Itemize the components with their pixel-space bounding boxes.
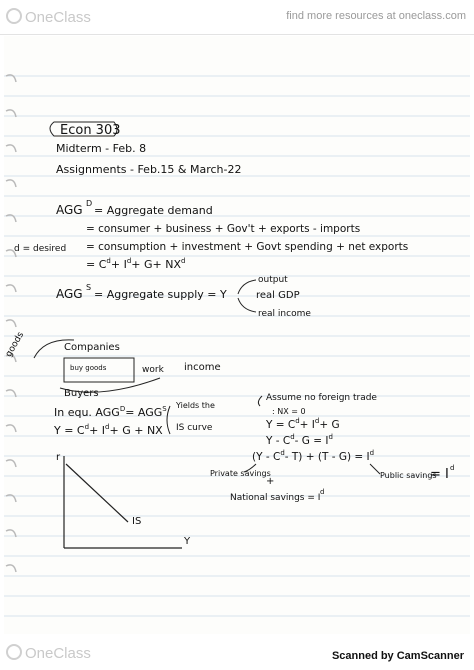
scanned-by-label: Scanned by CamScanner [331, 650, 464, 662]
in-equ-sup-s: S [162, 405, 167, 413]
national-savings-sup: d [320, 488, 325, 496]
buy-goods-label: buy goods [70, 364, 107, 372]
agg-d-sup: D [86, 199, 93, 208]
line4-i: + I [110, 258, 127, 271]
is-curve-line [66, 464, 128, 522]
eq-sup-d-1: d [84, 423, 90, 431]
eq-c-y: (Y - C [252, 451, 281, 463]
eq-b-line [265, 433, 333, 447]
public-savings-label: Public savings [380, 471, 437, 480]
real-income-label: real income [258, 309, 311, 319]
assume-note: Assume no foreign trade [266, 393, 377, 403]
notebook-page [4, 36, 470, 634]
equation-line [53, 423, 163, 437]
handwritten-notes [4, 36, 470, 634]
yields-the-label: Yields the [176, 401, 215, 410]
goods-label: goods [4, 330, 27, 359]
income-label: income [184, 362, 221, 373]
oneclass-logo-icon [6, 8, 22, 24]
in-equ-text: In equ. AGG [54, 406, 120, 419]
eq-c-rest: - T) + (T - G) = I [284, 451, 370, 463]
buyers-label: Buyers [64, 388, 99, 399]
plus-sign: + [266, 476, 275, 487]
graph-y-label: Y [184, 536, 191, 547]
eq-b-y: Y - C [266, 435, 291, 447]
companies-label: Companies [64, 342, 120, 353]
eq-a-line [265, 417, 340, 431]
line4-c: = C [86, 258, 107, 271]
eq-a-end: + G [319, 419, 340, 431]
national-savings-label: National savings = I [230, 493, 321, 503]
eq-c-line [252, 449, 374, 463]
agg-d-line3: = consumption + investment + Govt spending + net exports [86, 241, 409, 253]
eq-b-sup-2: d [328, 433, 333, 441]
brace-output [238, 280, 256, 294]
graph-r-label: r [56, 452, 61, 463]
eq-b-rest: - G = I [294, 435, 329, 447]
public-eq: = I [430, 467, 449, 482]
equation-end: + G + NX [109, 424, 163, 437]
equation-c: Y = C [54, 424, 85, 437]
agg-d-definition: = Aggregate demand [94, 204, 213, 217]
eq-c-sup-2: d [369, 449, 375, 457]
bottom-bar [0, 636, 474, 670]
midterm-date: Midterm - Feb. 8 [56, 142, 147, 155]
brand-logo-bottom[interactable] [6, 644, 91, 662]
assume-arrow [258, 396, 262, 406]
brand-text: OneClass [25, 9, 91, 26]
is-curve-graph [56, 452, 191, 548]
eq-a-sup-1: d [295, 417, 300, 425]
tagline[interactable]: find more resources at oneclass.com [286, 10, 466, 22]
d-desired-note: d = desired [14, 244, 67, 254]
yields-brace [167, 406, 170, 434]
eq-b-sup-1: d [290, 433, 295, 441]
public-arrow [370, 464, 380, 474]
in-equ-sup-d: D [119, 405, 126, 413]
course-title: Econ 303 [60, 123, 121, 138]
graph-is-label: IS [132, 516, 142, 527]
agg-d-label: AGG [56, 203, 83, 217]
eq-a-y: Y = C [266, 419, 296, 431]
in-equ-line [54, 405, 167, 419]
line4-g: + G [131, 258, 153, 271]
brand-bottom-text: OneClass [25, 645, 91, 662]
public-eq-sup: d [450, 464, 455, 472]
spiral-binding [6, 75, 16, 572]
assignments-dates: Assignments - Feb.15 & March-22 [56, 163, 242, 176]
sup-d-3: d [181, 257, 186, 265]
is-curve-label: IS curve [176, 423, 213, 433]
output-label: output [258, 275, 288, 285]
oneclass-logo-icon-bottom [6, 644, 22, 660]
agg-d-line4 [86, 257, 185, 271]
top-bar [0, 0, 474, 35]
nx-zero: : NX = 0 [272, 407, 306, 416]
agg-s-sup: S [86, 283, 92, 292]
eq-sup-d-2: d [105, 423, 110, 431]
line4-nx: + NX [152, 258, 182, 271]
agg-d-line2: = consumer + business + Gov't + exports - imports [86, 223, 361, 235]
agg-s-definition: = Aggregate supply = Y [94, 288, 227, 301]
in-equ-rest: = AGG [125, 406, 163, 419]
eq-a-sup-2: d [314, 417, 320, 425]
eq-a-i: + I [299, 419, 315, 431]
equation-i: + I [89, 424, 106, 437]
sup-d-2: d [126, 257, 132, 265]
brand-logo[interactable] [6, 8, 91, 26]
work-label: work [142, 365, 164, 375]
real-gdp-label: real GDP [256, 290, 300, 301]
sup-d-1: d [106, 257, 111, 265]
eq-c-sup-1: d [280, 449, 285, 457]
private-savings-label: Private savings [210, 469, 271, 478]
brace-income [238, 298, 256, 312]
agg-s-label: AGG [56, 287, 83, 301]
